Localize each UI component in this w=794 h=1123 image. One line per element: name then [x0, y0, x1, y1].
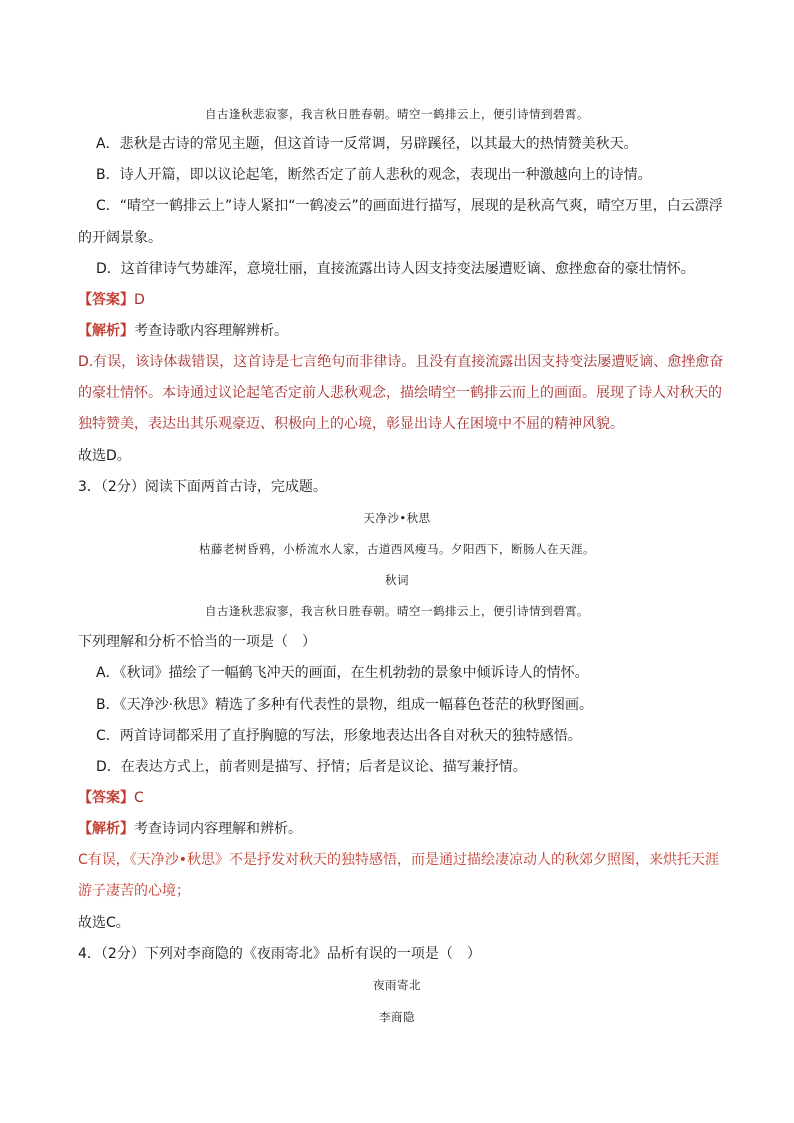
- q2-analysis-line-3: 独特赞美，表达出其乐观豪迈、积极向上的心境，彰显出诗人在困境中不屈的精神风貌。: [78, 416, 624, 432]
- q3-poem2-title: 秋词: [385, 573, 409, 587]
- q4-stem: 4．（2分）下列对李商隐的《夜雨寄北》品析有误的一项是（ ）: [78, 946, 481, 962]
- q3-poem1-title: 天净沙•秋思: [363, 511, 431, 525]
- q2-answer: [78, 290, 145, 310]
- q2-option-b: B．诗人开篇，即以议论起笔，断然否定了前人悲秋的观念，表现出一种激越向上的诗情。: [96, 167, 652, 183]
- q2-poem-line: 自古逢秋悲寂寥，我言秋日胜春朝。晴空一鹤排云上，便引诗情到碧霄。: [205, 107, 589, 121]
- q3-stem: 3．（2分）阅读下面两首古诗，完成题。: [78, 479, 327, 495]
- q3-analysis-header: [78, 819, 302, 839]
- q3-option-b: B．《天净沙·秋思》精选了多种有代表性的景物，组成一幅暮色苍茫的秋野图画。: [96, 697, 594, 713]
- answer-value: D: [134, 292, 145, 308]
- q2-analysis-line-1: D.有误，该诗体裁错误，这首诗是七言绝句而非律诗。且没有直接流露出因支持变法屡遭贬谪、愈挫愈奋: [78, 354, 724, 370]
- q2-analysis-header: [78, 321, 288, 341]
- q2-conclusion: 故选D。: [78, 448, 131, 464]
- analysis-tag: 【解析】: [78, 821, 134, 837]
- q3-conclusion: 故选C。: [78, 915, 130, 931]
- q2-option-a: A．悲秋是古诗的常见主题，但这首诗一反常调，另辟蹊径，以其最大的热情赞美秋天。: [96, 136, 638, 152]
- q3-analysis-line-1: C有误，《天净沙•秋思》不是抒发对秋天的独特感悟，而是通过描绘凄凉动人的秋郊夕照图，来烘托天涯: [78, 852, 720, 868]
- analysis-intro: 考查诗歌内容理解辨析。: [134, 323, 288, 339]
- q2-analysis-line-2: 的豪壮情怀。本诗通过议论起笔否定前人悲秋观念，描绘晴空一鹤排云而上的画面。展现了诗人对秋天的: [78, 385, 722, 401]
- answer-tag: 【答案】: [78, 790, 134, 806]
- q3-option-d: D．在表达方式上，前者则是描写、抒情；后者是议论、描写兼抒情。: [96, 759, 527, 775]
- q3-analysis-line-2: 游子凄苦的心境；: [78, 883, 190, 899]
- answer-tag: 【答案】: [78, 292, 134, 308]
- q3-option-c: C．两首诗词都采用了直抒胸臆的写法，形象地表达出各自对秋天的独特感悟。: [96, 728, 582, 744]
- q2-option-d: D．这首律诗气势雄浑，意境壮丽，直接流露出诗人因支持变法屡遭贬谪、愈挫愈奋的豪壮情怀。: [96, 261, 695, 277]
- answer-value: C: [134, 790, 144, 806]
- analysis-tag: 【解析】: [78, 323, 134, 339]
- analysis-intro: 考查诗词内容理解和辨析。: [134, 821, 302, 837]
- q3-poem1-line: 枯藤老树昏鸦，小桥流水人家，古道西风瘦马。夕阳西下，断肠人在天涯。: [199, 542, 595, 556]
- q2-option-c-line2: 的开阔景象。: [78, 230, 162, 246]
- q3-option-a: A．《秋词》描绘了一幅鹤飞冲天的画面，在生机勃勃的景象中倾诉诗人的情怀。: [96, 665, 589, 681]
- q3-poem2-line: 自古逢秋悲寂寥，我言秋日胜春朝。晴空一鹤排云上，便引诗情到碧霄。: [205, 604, 589, 618]
- q2-option-c-line1: C．“晴空一鹤排云上”诗人紧扣“一鹤凌云”的画面进行描写，展现的是秋高气爽，晴空万里，白云漂浮: [96, 198, 723, 214]
- q4-poem-author: 李商隐: [379, 1010, 415, 1024]
- q4-poem-title: 夜雨寄北: [373, 978, 421, 992]
- q3-question: 下列理解和分析不恰当的一项是（ ）: [78, 634, 316, 650]
- q3-answer: [78, 788, 144, 808]
